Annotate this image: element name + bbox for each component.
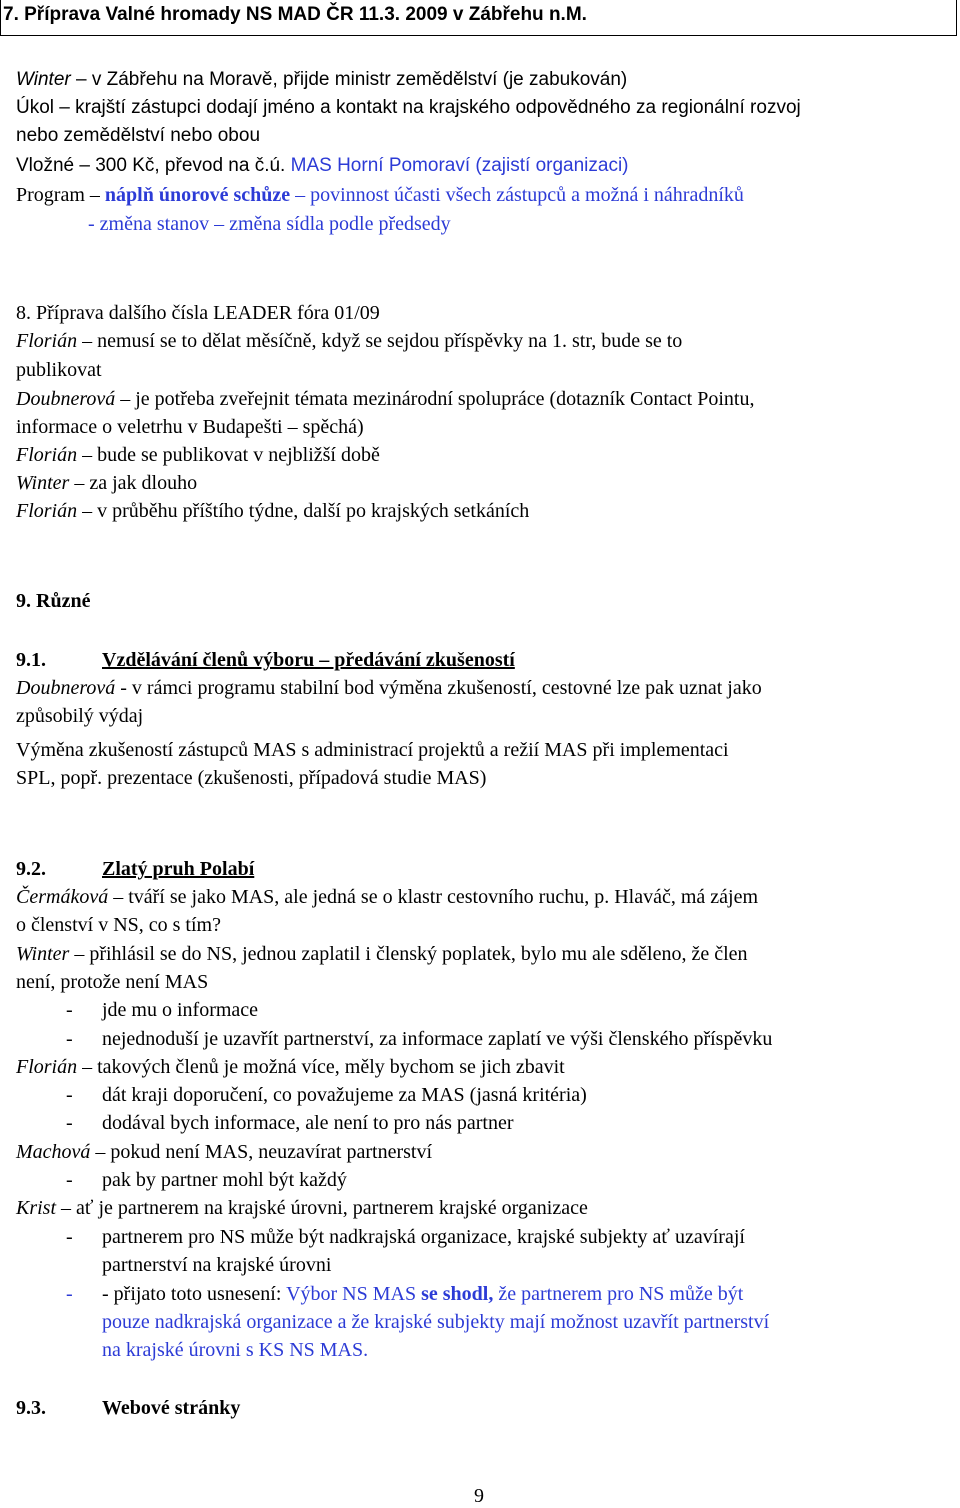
s7-line-3: nebo zemědělství nebo obou (16, 125, 261, 146)
s9-2-line-7: Krist – ať je partnerem na krajské úrovni, partnerem krajské organizace (16, 1197, 588, 1219)
s9-2-heading: 9.2. Zlatý pruh Polabí (16, 858, 255, 880)
s9-3-heading: 9.3. Webové stránky (16, 1397, 241, 1419)
s9-2-bullet-4: dodával bych informace, ale není to pro nás partner (102, 1112, 514, 1134)
s9-2-resolution-line-1: - přijato toto usnesení: Výbor NS MAS se shodl, že partnerem pro NS může být (102, 1283, 744, 1305)
s9-2-bullet-3: dát kraji doporučení, co považujeme za MAS (jasná kritéria) (102, 1084, 587, 1106)
s8-line-2: publikovat (16, 359, 102, 381)
s9-2-bullet-1: jde mu o informace (102, 999, 259, 1021)
s9-2-line-1: Čermáková – tváří se jako MAS, ale jedná se o klastr cestovního ruchu, p. Hlaváč, má zájem (16, 886, 759, 908)
s9-2-bullet-5: pak by partner mohl být každý (102, 1169, 347, 1191)
s9-2-bullet-6a: partnerem pro NS může být nadkrajská organizace, krajské subjekty ať uzavírají (102, 1226, 745, 1248)
section-7-title: 7. Příprava Valné hromady NS MAD ČR 11.3. 2009 v Zábřehu n.M. (3, 4, 587, 25)
s7-line-5: Program – náplň únorové schůze – povinnost účasti všech zástupců a možná i náhradníků (16, 184, 744, 206)
s8-line-5: Florián – bude se publikovat v nejbližší době (16, 444, 380, 466)
s7-line-4: Vložné – 300 Kč, převod na č.ú. MAS Horní Pomoraví (zajistí organizaci) (16, 155, 629, 176)
section-7-heading (0, 0, 957, 36)
section-9-heading: 9. Různé (16, 590, 91, 612)
s8-line-1: Florián – nemusí se to dělat měsíčně, když se sejdou příspěvky na 1. str, bude se to (16, 330, 683, 352)
s8-line-3: Doubnerová – je potřeba zveřejnit témata mezinárodní spolupráce (dotazník Contact Pointu, (16, 388, 755, 410)
s9-1-line-3: Výměna zkušeností zástupců MAS s administrací projektů a režií MAS při implementaci (16, 739, 729, 761)
s9-1-line-2: způsobilý výdaj (16, 705, 144, 727)
s9-2-resolution-line-2: pouze nadkrajská organizace a že krajské subjekty mají možnost uzavřít partnerství (102, 1311, 770, 1333)
s9-2-bullet-2: nejednoduší je uzavřít partnerství, za informace zaplatí ve výši členského příspěvku (102, 1028, 773, 1050)
s9-2-bullet-6b: partnerství na krajské úrovni (102, 1254, 332, 1276)
bullet-dash: - (66, 1169, 73, 1191)
bullet-dash: - (66, 1226, 73, 1248)
s8-line-7: Florián – v průběhu příštího týdne, další po krajských setkáních (16, 500, 530, 522)
s9-2-line-2: o členství v NS, co s tím? (16, 914, 221, 936)
s7-line-2: Úkol – krajští zástupci dodají jméno a kontakt na krajského odpovědného za regionální rozvoj (16, 97, 801, 118)
bullet-dash: - (66, 1084, 73, 1106)
s9-1-line-4: SPL, popř. prezentace (zkušenosti, případová studie MAS) (16, 767, 487, 789)
s9-2-resolution-line-3: na krajské úrovni s KS NS MAS. (102, 1339, 369, 1361)
s9-1-line-1: Doubnerová - v rámci programu stabilní bod výměna zkušeností, cestovné lze pak uznat jako (16, 677, 762, 699)
s9-2-line-4: není, protože není MAS (16, 971, 209, 993)
bullet-dash: - (66, 1283, 73, 1305)
bullet-dash: - (66, 1028, 73, 1050)
s8-line-4: informace o veletrhu v Budapešti – spěchá) (16, 416, 364, 438)
bullet-dash: - (66, 999, 73, 1021)
s7-line-6: - změna stanov – změna sídla podle předsedy (88, 213, 451, 235)
bullet-dash: - (66, 1112, 73, 1134)
s9-2-line-3: Winter – přihlásil se do NS, jednou zaplatil i členský poplatek, bylo mu ale sděleno, že člen (16, 943, 748, 965)
s7-line-1: Winter – v Zábřehu na Moravě, přijde ministr zemědělství (je zabukován) (16, 69, 628, 90)
s9-1-heading: 9.1. Vzdělávání členů výboru – předávání zkušeností (16, 649, 515, 671)
page-number: 9 (474, 1485, 484, 1507)
section-8-heading: 8. Příprava dalšího čísla LEADER fóra 01/09 (16, 302, 380, 324)
s9-2-line-5: Florián – takových členů je možná více, měly bychom se jich zbavit (16, 1056, 565, 1078)
s8-line-6: Winter – za jak dlouho (16, 472, 198, 494)
s9-2-line-6: Machová – pokud není MAS, neuzavírat partnerství (16, 1141, 433, 1163)
